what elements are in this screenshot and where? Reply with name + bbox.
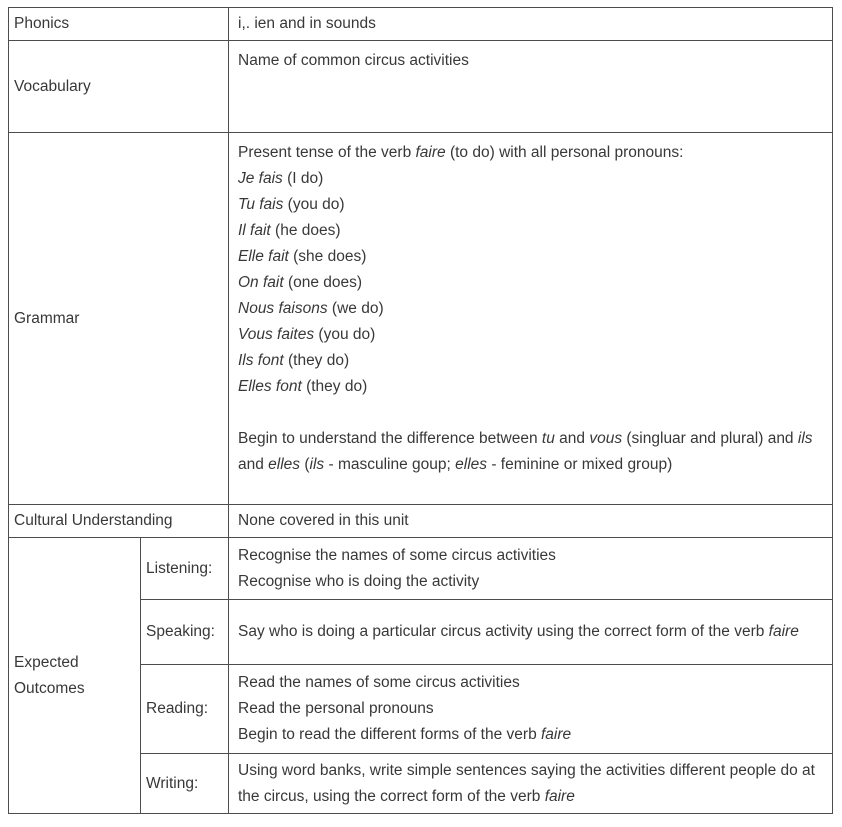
grammar-label: Grammar: [9, 133, 229, 505]
speaking-label: Speaking:: [141, 600, 229, 665]
phonics-row: [9, 8, 833, 41]
writing-label: Writing:: [141, 754, 229, 814]
reading-label: Reading:: [141, 665, 229, 754]
cultural-understanding-row: [9, 505, 833, 538]
unit-overview-table: [8, 7, 833, 814]
expected-outcomes-label: Expected Outcomes: [9, 538, 141, 814]
expected-outcomes-listening-row: [9, 538, 833, 600]
vocabulary-label: Vocabulary: [9, 41, 229, 133]
grammar-row: [9, 133, 833, 505]
listening-content: Recognise the names of some circus activities Recognise who is doing the activity: [229, 538, 833, 600]
vocabulary-row: [9, 41, 833, 133]
listening-label: Listening:: [141, 538, 229, 600]
writing-content: Using word banks, write simple sentences saying the activities different people do at the circus, using the correct form of the verb faire: [229, 754, 833, 814]
cultural-understanding-label: Cultural Understanding: [9, 505, 229, 538]
phonics-content: i,. ien and in sounds: [229, 8, 833, 41]
reading-content: Read the names of some circus activities Read the personal pronouns Begin to read the different forms of the verb faire: [229, 665, 833, 754]
speaking-content: Say who is doing a particular circus activity using the correct form of the verb faire: [229, 600, 833, 665]
cultural-understanding-content: None covered in this unit: [229, 505, 833, 538]
phonics-label: Phonics: [9, 8, 229, 41]
grammar-content: Present tense of the verb faire (to do) with all personal pronouns: Je fais (I do) Tu fais (you do) Il fait (he does) Elle fait (she does) On fait (one does) Nous faisons (we do) Vous faites (you do) Ils font (they do) Elles font (they do) Begin to understand the difference between tu and vous (singluar and plural) and ils and elles (ils - masculine goup; elles - feminine or mixed group): [229, 133, 833, 505]
vocabulary-content: Name of common circus activities: [229, 41, 833, 133]
